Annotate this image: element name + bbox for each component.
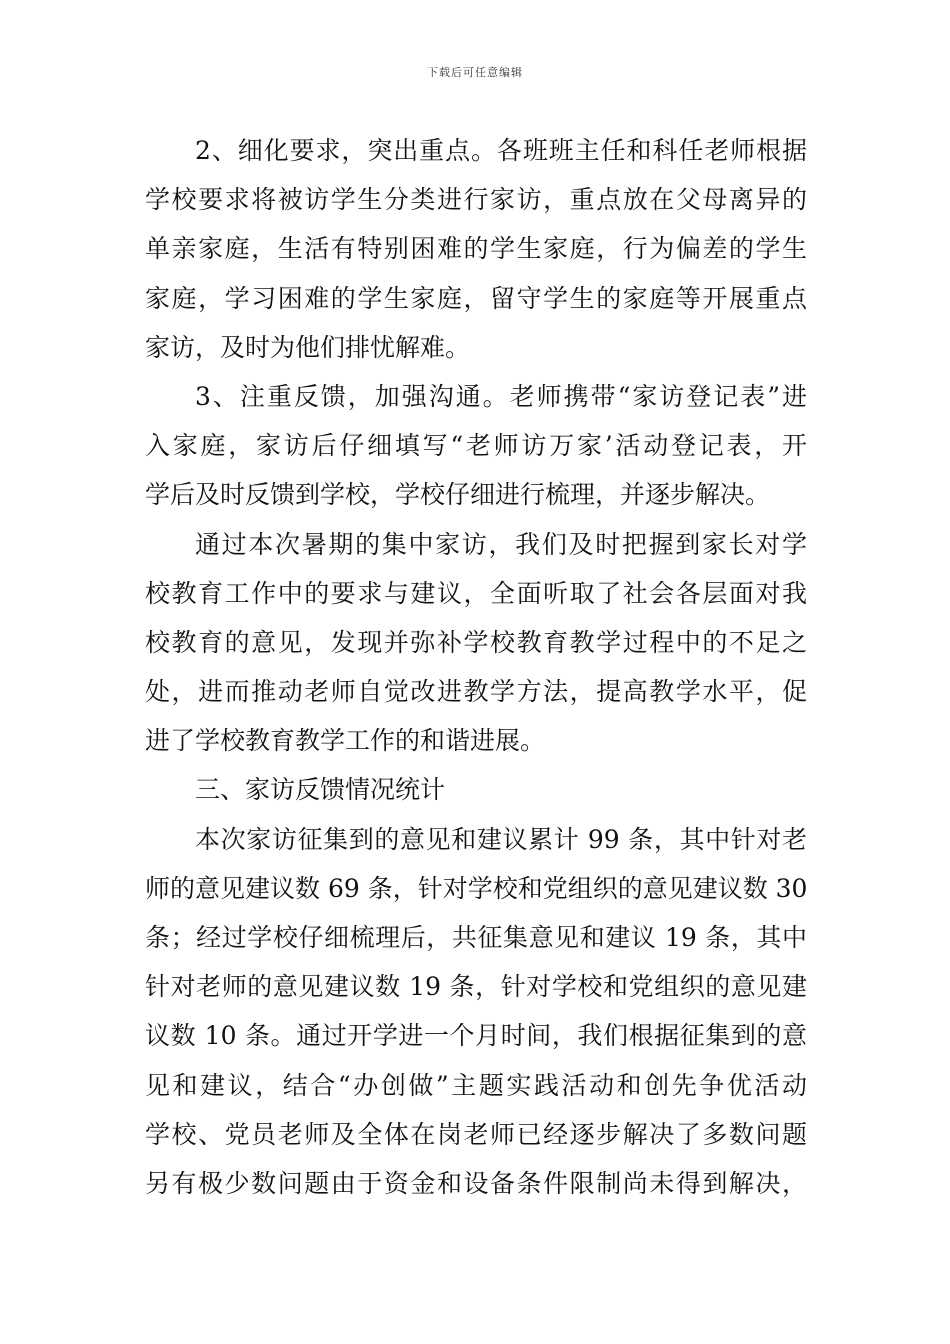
document-body	[145, 126, 807, 1208]
page-header: 下载后可任意编辑	[427, 66, 523, 79]
paragraph	[145, 126, 807, 372]
text-line: 本次家访征集到的意见和建议累计 99 条，其中针对老	[195, 824, 807, 854]
text-line: 学校要求将被访学生分类进行家访，重点放在父母离异的	[145, 185, 807, 215]
text-line: 单亲家庭，生活有特别困难的学生家庭，行为偏差的学生	[145, 234, 807, 264]
text-line: 针对老师的意见建议数 19 条，针对学校和党组织的意见建	[145, 972, 807, 1002]
text-line: 2、细化要求，突出重点。各班班主任和科任老师根据	[195, 136, 807, 165]
text-line: 3、注重反馈，加强沟通。老师携带“家访登记表”进	[195, 381, 807, 411]
text-line: 校教育的意见，发现并弥补学校教育教学过程中的不足之	[145, 627, 807, 657]
text-line: 条；经过学校仔细梳理后，共征集意见和建议 19 条，其中	[145, 923, 807, 952]
text-line: 另有极少数问题由于资金和设备条件限制尚未得到解决，	[145, 1168, 807, 1198]
text-line: 家庭，学习困难的学生家庭，留守学生的家庭等开展重点	[145, 283, 807, 313]
text-line: 议数 10 条。通过开学进一个月时间，我们根据征集到的意	[145, 1021, 807, 1051]
text-line: 处，进而推动老师自觉改进教学方法，提高教学水平，促	[145, 677, 807, 707]
paragraph	[145, 815, 807, 1209]
paragraph	[145, 372, 807, 520]
section-heading	[145, 765, 807, 814]
text-line: 入家庭，家访后仔细填写“老师访万家’活动登记表，开	[145, 431, 807, 461]
text-line: 通过本次暑期的集中家访，我们及时把握到家长对学	[195, 529, 807, 559]
text-line: 见和建议，结合“办创做”主题实践活动和创先争优活动	[145, 1070, 807, 1100]
section-title: 三、家访反馈情况统计	[195, 775, 446, 805]
text-line: 校教育工作中的要求与建议，全面听取了社会各层面对我	[145, 578, 807, 608]
text-line: 家访，及时为他们排忧解难。	[145, 332, 471, 362]
text-line: 进了学校教育教学工作的和谐进展。	[145, 726, 546, 756]
text-line: 师的意见建议数 69 条，针对学校和党组织的意见建议数 30	[145, 873, 807, 903]
text-line: 学后及时反馈到学校，学校仔细进行梳理，并逐步解决。	[145, 480, 771, 510]
paragraph	[145, 520, 807, 766]
text-line: 学校、党员老师及全体在岗老师已经逐步解决了多数问题	[145, 1119, 807, 1149]
